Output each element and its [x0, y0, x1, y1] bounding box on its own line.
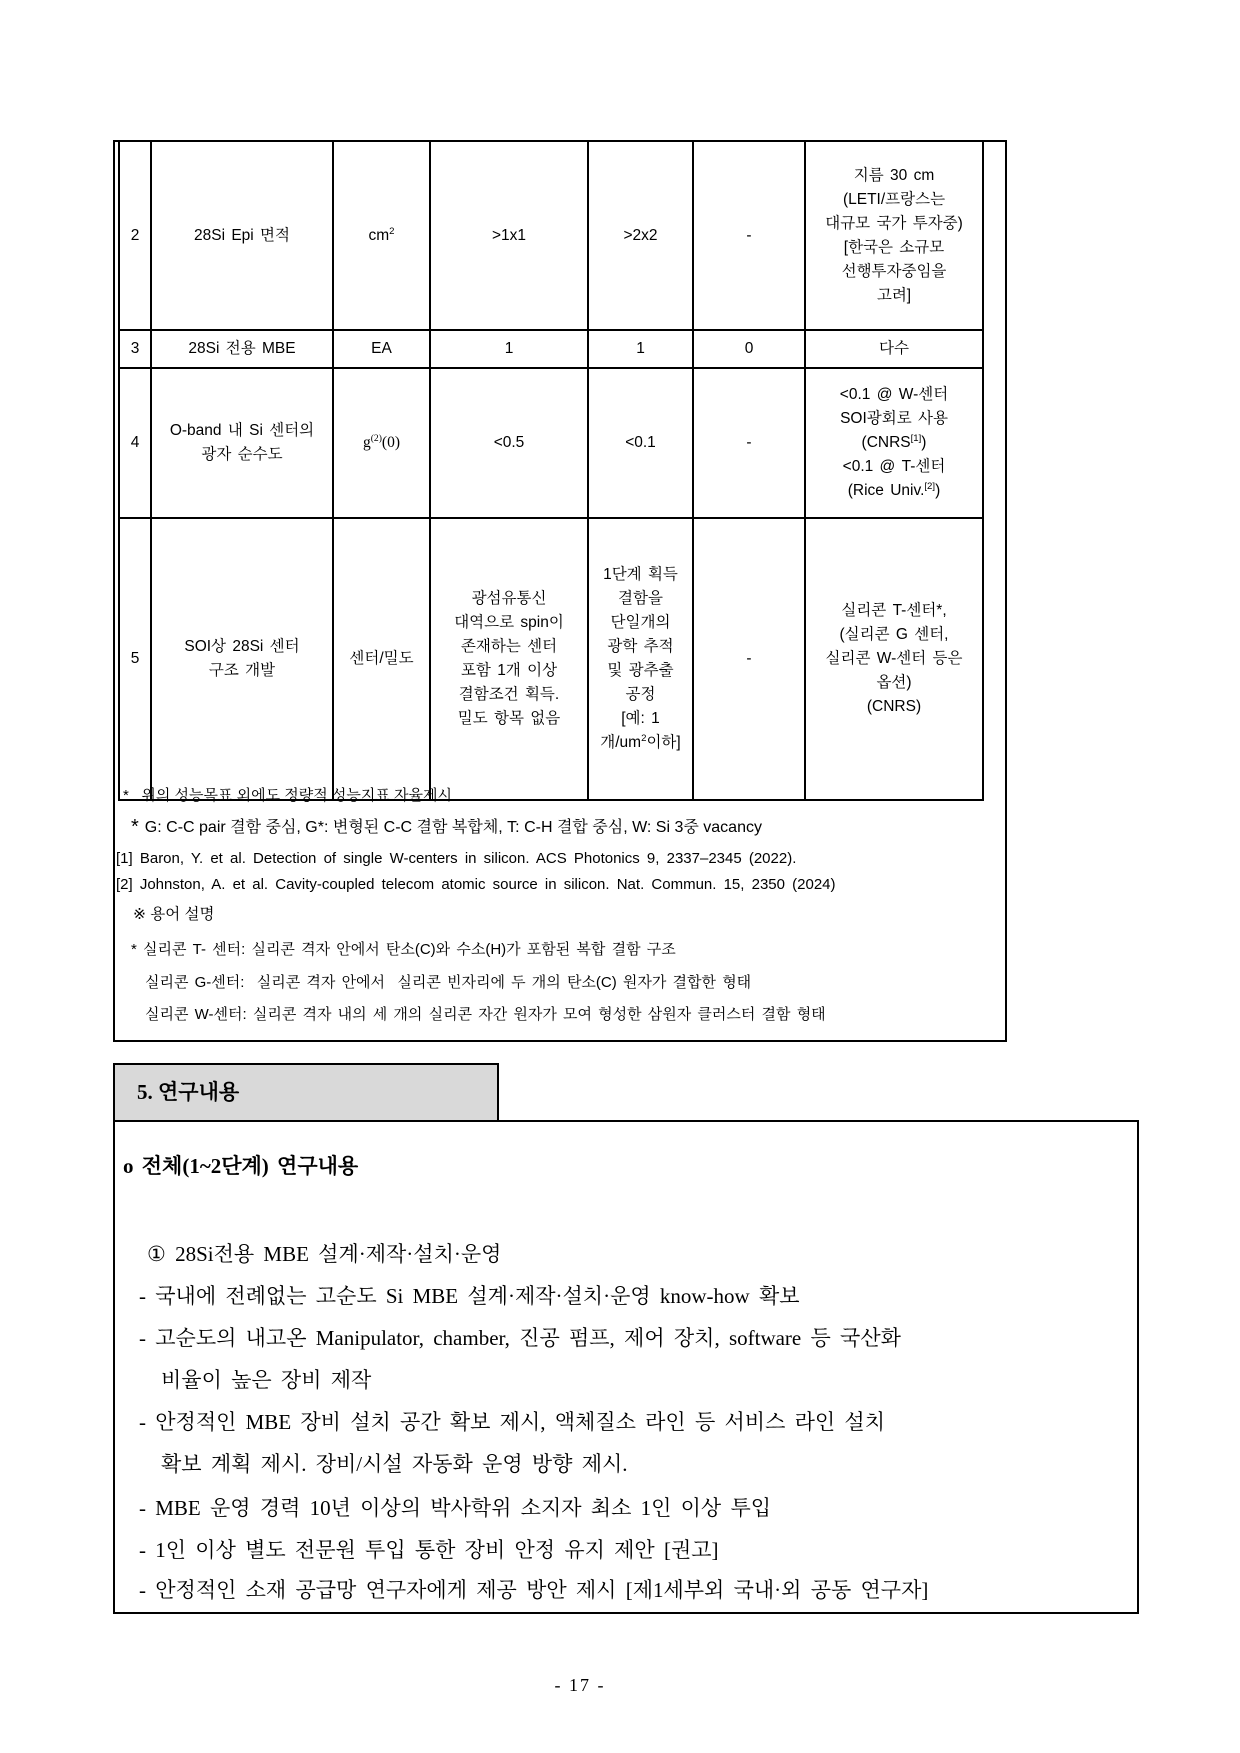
cell-stage2-target: 1단계 획득 결함을 단일개의 광학 추적 및 광추출 공정 [예: 1 개$/um^2$이하] — [588, 518, 693, 800]
content-line-numbered: ① 28Si전용 MBE 설계·제작·설치·운영 — [147, 1242, 502, 1266]
research-content-heading: o 전체(1~2단계) 연구내용 — [123, 1154, 359, 1178]
cell-row-no: 5 — [119, 518, 151, 800]
cell-row-no: 3 — [119, 330, 151, 368]
content-line-bullet: - 안정적인 MBE 장비 설치 공간 확보 제시, 액체질소 라인 등 서비스 라인 설치 — [139, 1410, 886, 1434]
page-number: - 17 - — [554, 1675, 606, 1695]
cell-stage2-target: >2x2 — [588, 141, 693, 330]
cell-item: O-band 내 Si 센터의 광자 순수도 — [151, 368, 333, 518]
cell-item: 28Si Epi 면적 — [151, 141, 333, 330]
section-5-header — [113, 1063, 499, 1122]
cell-stage1-target: 광섬유통신 대역으로 spin이 존재하는 센터 포함 1개 이상 결함조건 획득. 밀도 항목 없음 — [430, 518, 588, 800]
cell-domestic-level: - — [693, 368, 805, 518]
asterisk-marker: * — [131, 816, 139, 838]
content-line-continuation: 비율이 높은 장비 제작 — [161, 1368, 372, 1392]
content-line-continuation: 확보 계획 제시. 장비/시설 자동화 운영 방향 제시. — [161, 1452, 628, 1476]
term-t-center: * 실리콘 T- 센터: 실리콘 격자 안에서 탄소(C)와 수소(H)가 포함된 복합 결함 구조 — [131, 941, 676, 958]
cell-domestic-level: - — [693, 518, 805, 800]
table-row — [119, 368, 983, 518]
cell-world-level: <0.1 @ W-센터 SOI광회로 사용 (CNRS[1]) <0.1 @ T-센터 (Rice Univ.[2]) — [805, 368, 983, 518]
section-5-title: 5. 연구내용 — [137, 1080, 240, 1104]
cell-domestic-level: 0 — [693, 330, 805, 368]
term-g-center: 실리콘 G-센터: 실리콘 격자 안에서 실리콘 빈자리에 두 개의 탄소(C) 원자가 결합한 형태 — [145, 974, 752, 991]
cell-unit: 센터/밀도 — [333, 518, 430, 800]
performance-table — [118, 140, 984, 801]
cell-item: SOI상 28Si 센터 구조 개발 — [151, 518, 333, 800]
terms-title: ※ 용어 설명 — [133, 906, 215, 923]
content-line-bullet: - 안정적인 소재 공급망 연구자에게 제공 방안 제시 [제1세부외 국내·외 공동 연구자] — [139, 1578, 929, 1602]
cell-unit: $g^{(2)}(0)$ — [333, 368, 430, 518]
content-line-bullet: - 국내에 전례없는 고순도 Si MBE 설계·제작·설치·운영 know-how 확보 — [139, 1284, 800, 1308]
footnote-center-legend — [131, 814, 762, 839]
cell-domestic-level: - — [693, 141, 805, 330]
table-row — [119, 141, 983, 330]
footnote-center-legend-text: G: C-C pair 결함 중심, G*: 변형된 C-C 결함 복합체, T: C-H 결합 중심, W: Si 3중 vacancy — [144, 819, 762, 836]
content-line-bullet: - 고순도의 내고온 Manipulator, chamber, 진공 펌프, 제어 장치, software 등 국산화 — [139, 1326, 901, 1350]
cell-item: 28Si 전용 MBE — [151, 330, 333, 368]
cell-world-level: 지름 30 cm (LETI/프랑스는 대규모 국가 투자중) [한국은 소규모 선행투자중임을 고려] — [805, 141, 983, 330]
reference-1: [1] Baron, Y. et al. Detection of single W-centers in silicon. ACS Photonics 9, 2337–2345 (2022). — [116, 850, 797, 867]
cell-stage2-target: 1 — [588, 330, 693, 368]
cell-row-no: 4 — [119, 368, 151, 518]
cell-unit: $cm^2$ — [333, 141, 430, 330]
cell-stage1-target: <0.5 — [430, 368, 588, 518]
cell-world-level: 다수 — [805, 330, 983, 368]
reference-2: [2] Johnston, A. et al. Cavity-coupled telecom atomic source in silicon. Nat. Commun. 15, 2350 (2024) — [116, 876, 836, 893]
content-line-bullet: - MBE 운영 경력 10년 이상의 박사학위 소지자 최소 1인 이상 투입 — [139, 1496, 772, 1520]
table-row — [119, 518, 983, 800]
cell-stage1-target: >1x1 — [430, 141, 588, 330]
cell-row-no: 2 — [119, 141, 151, 330]
cell-stage2-target: <0.1 — [588, 368, 693, 518]
performance-section-box — [113, 140, 1007, 1042]
content-line-bullet: - 1인 이상 별도 전문원 투입 통한 장비 안정 유지 제안 [권고] — [139, 1538, 719, 1562]
table-row — [119, 330, 983, 368]
research-content-box — [113, 1120, 1139, 1614]
cell-stage1-target: 1 — [430, 330, 588, 368]
footnote-quantitative: * 위의 성능목표 외에도 정량적 성능지표 자율제시 — [123, 787, 452, 804]
term-w-center: 실리콘 W-센터: 실리콘 격자 내의 세 개의 실리콘 자간 원자가 모여 형성한 삼원자 클러스터 결함 형태 — [145, 1006, 826, 1023]
cell-unit: EA — [333, 330, 430, 368]
cell-world-level: 실리콘 T-센터*, (실리콘 G 센터, 실리콘 W-센터 등은 옵션) (CNRS) — [805, 518, 983, 800]
